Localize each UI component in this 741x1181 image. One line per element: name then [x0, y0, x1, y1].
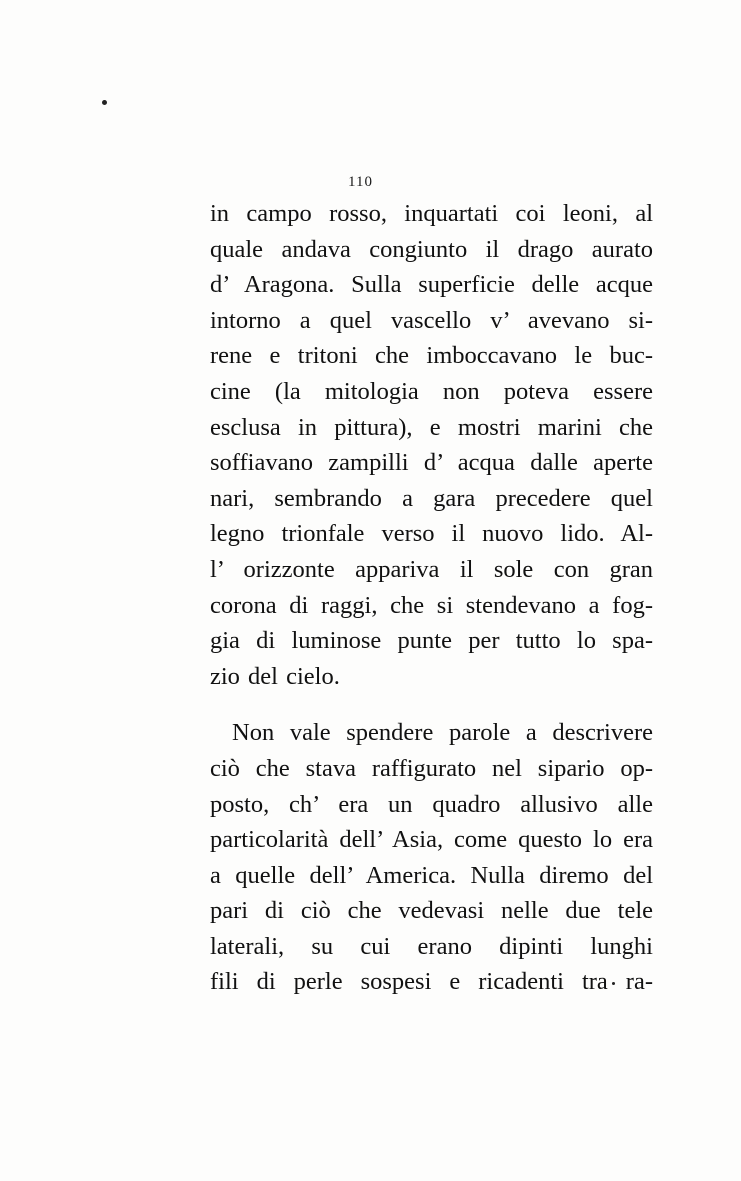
page-number: 110	[348, 174, 373, 190]
text-line: corona di raggi, che si stendevano a fog-	[210, 591, 653, 619]
body-text	[210, 196, 653, 1000]
text-line: Non vale spendere parole a descrivere	[232, 719, 653, 747]
text-line: d’ Aragona. Sulla superficie delle acque	[210, 271, 653, 299]
text-line: quale andava congiunto il drago aurato	[210, 235, 653, 263]
ink-speck	[102, 100, 107, 105]
text-line: particolarità dell’ Asia, come questo lo era	[210, 826, 653, 854]
text-line: esclusa in pittura), e mostri marini che	[210, 413, 653, 441]
text-line: posto, ch’ era un quadro allusivo alle	[210, 790, 653, 818]
text-line: intorno a quel vascello v’ avevano si-	[210, 306, 653, 334]
text-line: a quelle dell’ America. Nulla diremo del	[210, 861, 653, 889]
text-line: l’ orizzonte appariva il sole con gran	[210, 555, 653, 583]
text-line: cine (la mitologia non poteva essere	[210, 377, 653, 405]
text-line: nari, sembrando a gara precedere quel	[210, 484, 653, 512]
text-line: zio del cielo.	[210, 662, 340, 690]
text-line: gia di luminose punte per tutto lo spa-	[210, 627, 653, 655]
text-line: soffiavano zampilli d’ acqua dalle aperte	[210, 449, 653, 477]
text-line: laterali, su cui erano dipinti lunghi	[210, 932, 653, 960]
paragraph-gap	[210, 694, 653, 715]
text-line: legno trionfale verso il nuovo lido. Al-	[210, 520, 653, 548]
text-line: in campo rosso, inquartati coi leoni, al	[210, 200, 653, 227]
text-line: rene e tritoni che imboccavano le buc-	[210, 342, 653, 370]
text-line: pari di ciò che vedevasi nelle due tele	[210, 897, 653, 925]
text-line: fili di perle sospesi e ricadenti tra ra-	[210, 968, 653, 996]
text-line: ciò che stava raffigurato nel sipario op-	[210, 754, 653, 782]
